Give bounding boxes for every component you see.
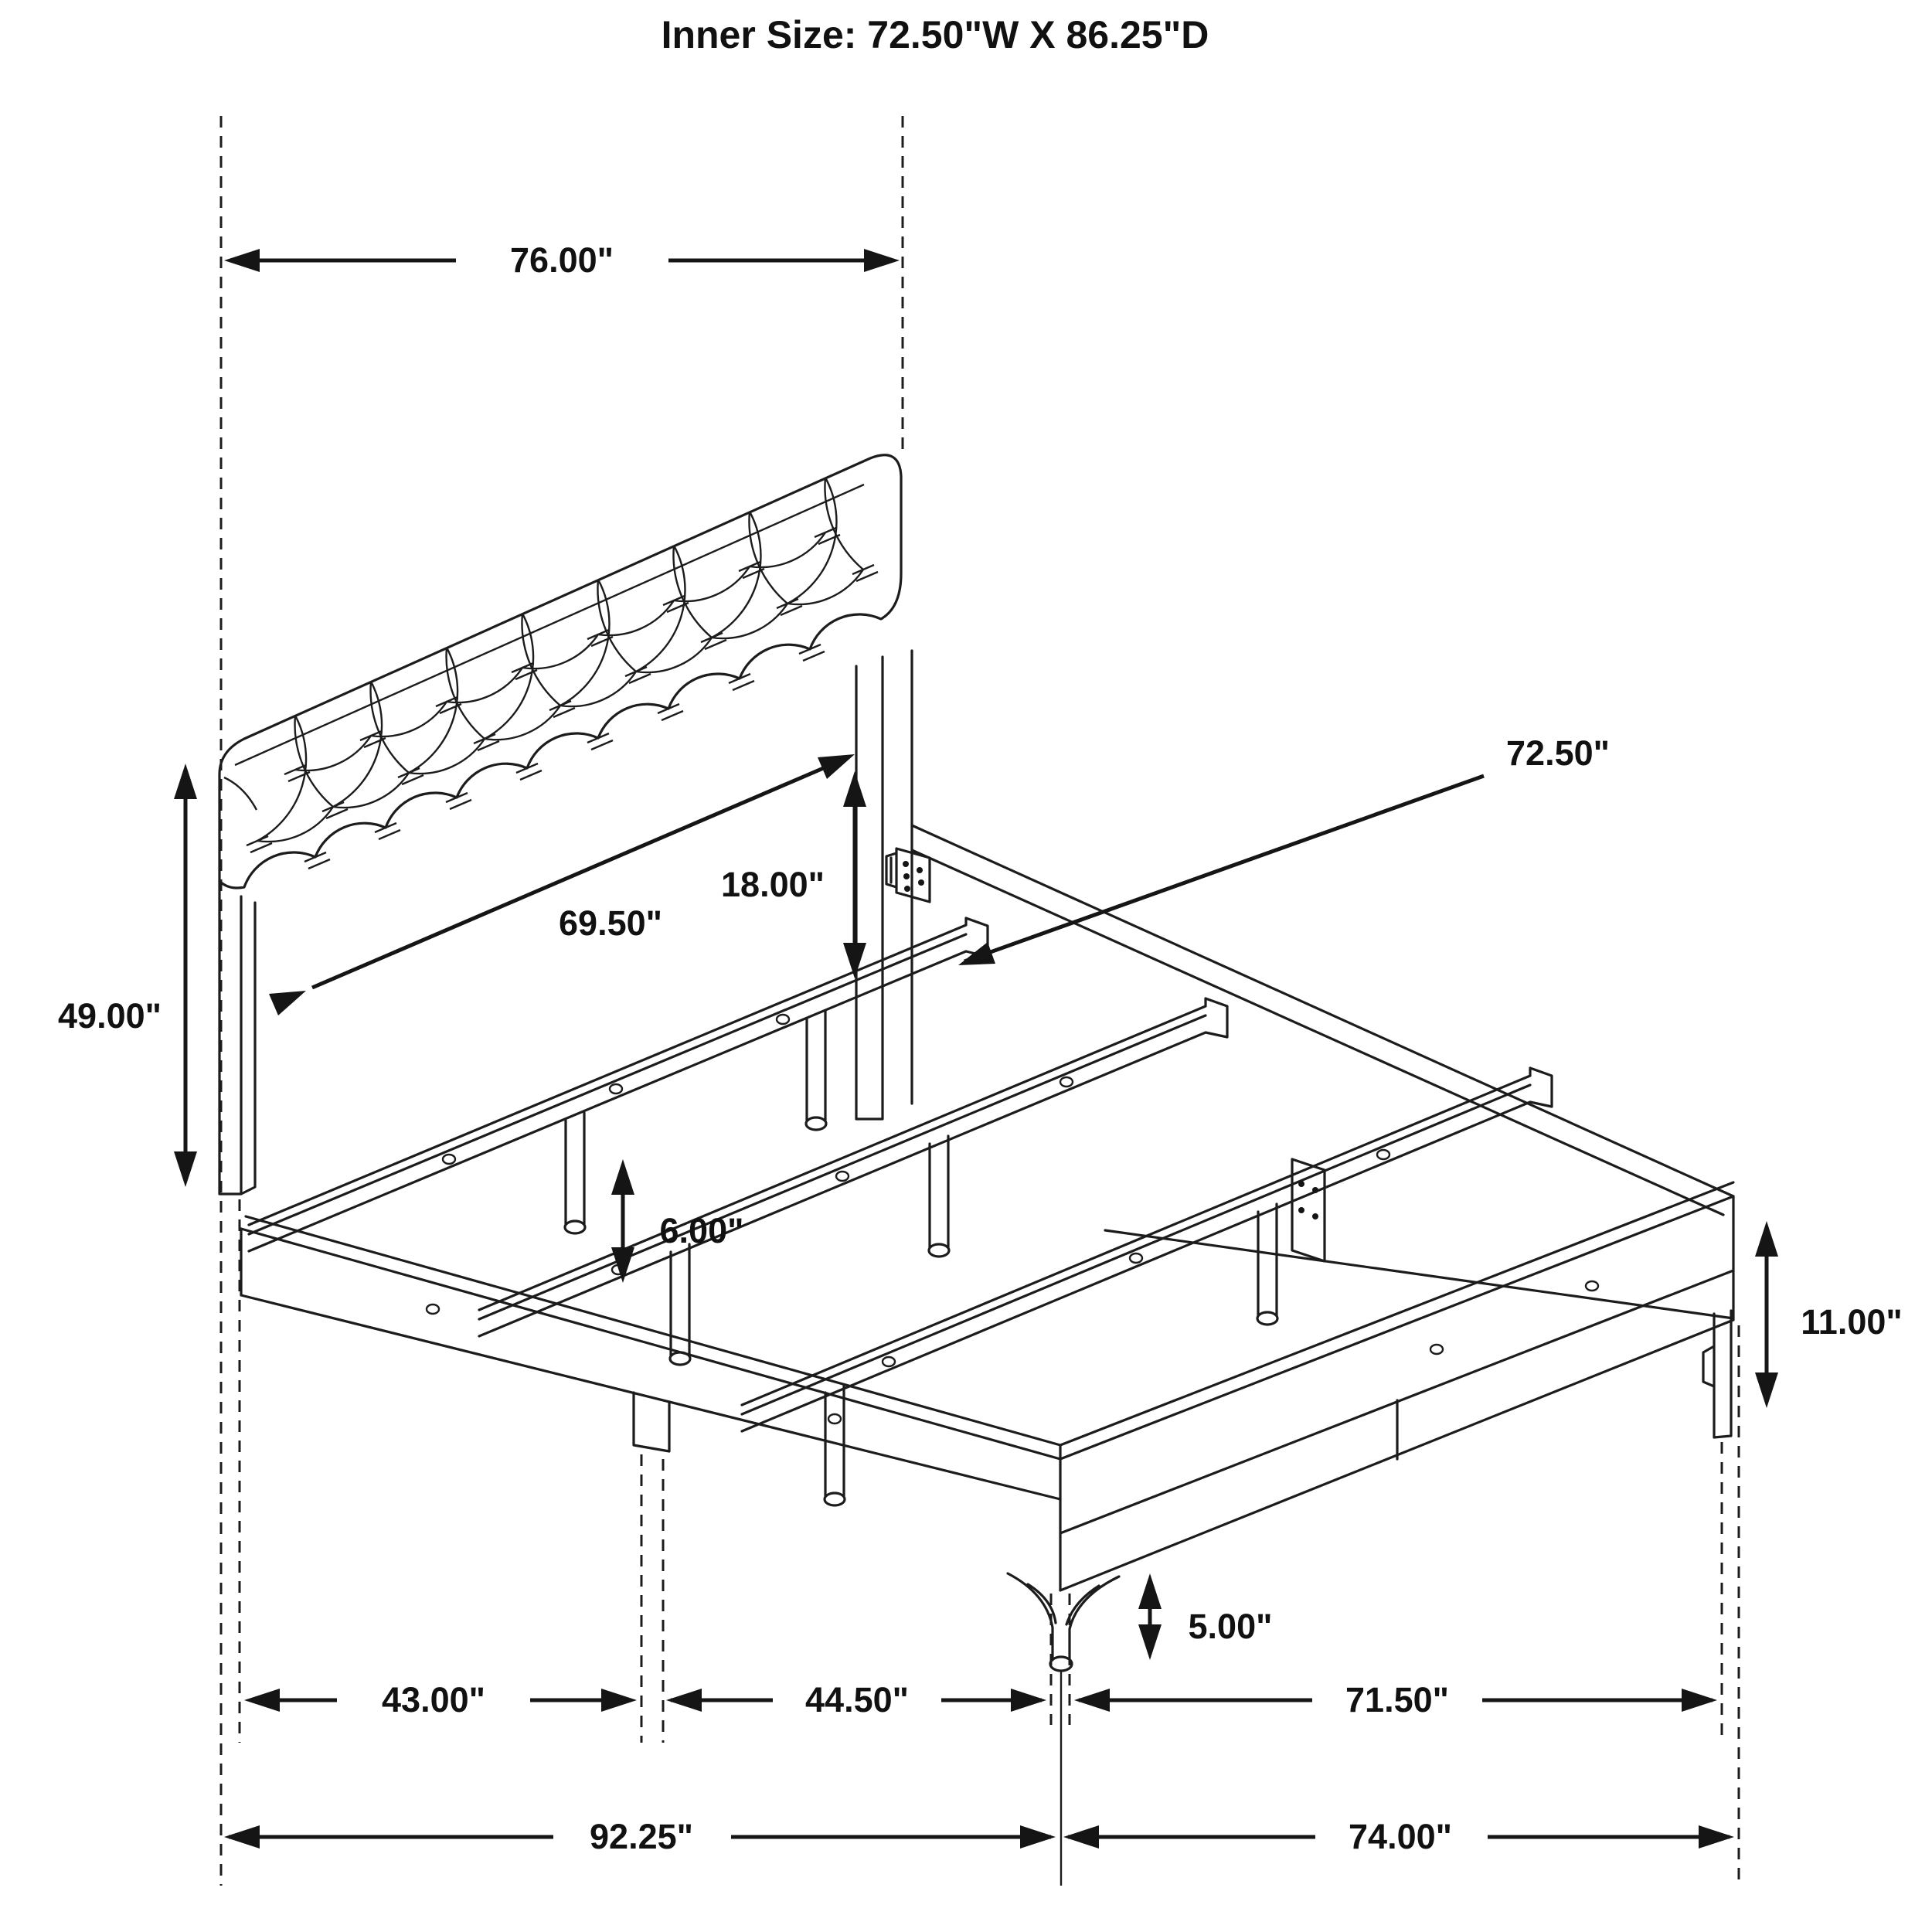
arrowhead-leader <box>958 942 995 965</box>
arrowhead-left <box>244 1689 280 1712</box>
reference-lines <box>221 116 1739 1886</box>
arrowhead-up <box>611 1159 634 1195</box>
screw-hole-foot-2 <box>1586 1281 1598 1291</box>
bracket-hole <box>917 867 923 873</box>
dimension-44-50-mid-to-front-leg <box>666 1680 1046 1719</box>
support-leg-6 <box>1258 1204 1277 1315</box>
dimension-49-headboard-height <box>58 764 197 1187</box>
support-leg-4 <box>930 1136 948 1247</box>
bracket-hole <box>903 873 910 879</box>
bracket-hole <box>1312 1213 1318 1219</box>
screw-hole-slat3-b <box>1130 1253 1142 1263</box>
dim-label-6: 6.00" <box>659 1211 744 1250</box>
dimension-71-50-front-to-corner <box>1074 1680 1717 1719</box>
front-metal-leg <box>1008 1573 1119 1660</box>
support-leg-2 <box>807 1011 825 1121</box>
bracket-hole <box>1312 1187 1318 1193</box>
screw-hole-left-rail-1 <box>427 1304 439 1314</box>
dimension-76-headboard-width <box>224 240 900 280</box>
slat-foot <box>742 1068 1552 1431</box>
support-leg-4-foot <box>929 1244 949 1257</box>
arrowhead-up <box>1755 1221 1778 1257</box>
headboard-corner-tuft <box>224 777 257 810</box>
arrowhead-up <box>1138 1573 1162 1609</box>
foot-face <box>1060 1182 1733 1590</box>
dimension-72-50-inner-width <box>958 733 1610 965</box>
screw-hole-left-rail-2 <box>828 1414 841 1423</box>
headboard-top-piping <box>235 485 864 765</box>
headboard-leg-right <box>856 651 912 1119</box>
support-leg-1 <box>566 1113 584 1224</box>
arrowhead-up <box>174 764 197 799</box>
bracket-hole <box>918 879 924 886</box>
bracket-side-rail <box>1292 1159 1325 1261</box>
diagram-title: Inner Size: 72.50"W X 86.25"D <box>661 13 1209 56</box>
headboard-panel-outline <box>219 455 901 888</box>
tuft-lattice-right <box>295 478 863 807</box>
dimension-5-front-leg <box>1138 1573 1272 1660</box>
dim-label-69-50: 69.50" <box>559 903 662 943</box>
leader-line <box>964 776 1484 961</box>
dimension-6-center-leg <box>611 1159 743 1283</box>
screw-hole-slat3-a <box>883 1357 895 1366</box>
bracket-hole <box>1298 1207 1304 1213</box>
dim-label-43: 43.00" <box>382 1680 485 1719</box>
arrowhead-right <box>864 249 900 272</box>
arrowhead-right <box>601 1689 637 1712</box>
tuft-button-pinches <box>247 528 878 869</box>
left-side-rail <box>241 1216 1060 1499</box>
dim-label-44-50: 44.50" <box>805 1680 909 1719</box>
dim-label-49: 49.00" <box>58 996 162 1036</box>
arrowhead-left <box>666 1689 702 1712</box>
dimension-11-frame-height <box>1755 1221 1903 1408</box>
arrowhead-left <box>224 249 260 272</box>
dim-label-74: 74.00" <box>1349 1817 1452 1856</box>
arrowhead-upper-right <box>818 754 855 779</box>
screw-hole-slat1-c <box>777 1015 789 1024</box>
arrowhead-left <box>1063 1825 1099 1849</box>
support-leg-5-foot <box>825 1493 845 1505</box>
arrowhead-right <box>1699 1825 1734 1849</box>
support-leg-2-foot <box>806 1117 826 1130</box>
screw-hole-slat2-c <box>1060 1077 1073 1087</box>
support-leg-3-foot <box>670 1352 690 1365</box>
dim-label-76: 76.00" <box>510 240 614 280</box>
slat-support-legs <box>565 1011 1277 1505</box>
dim-label-11: 11.00" <box>1801 1302 1903 1342</box>
arrowhead-left <box>1074 1689 1110 1712</box>
support-leg-6-foot <box>1257 1312 1277 1325</box>
arrowhead-down <box>1138 1624 1162 1660</box>
arrowhead-down <box>174 1151 197 1187</box>
arrowhead-lower-left <box>269 991 306 1015</box>
arrowhead-right <box>1020 1825 1056 1849</box>
bracket-hole <box>1298 1181 1304 1187</box>
arrowhead-down <box>1755 1372 1778 1408</box>
arrowhead-right <box>1682 1689 1717 1712</box>
dim-label-92-25: 92.25" <box>590 1817 693 1856</box>
arrowhead-left <box>224 1825 260 1849</box>
screw-hole-slat2-b <box>836 1172 849 1181</box>
screw-hole-slat1-b <box>610 1084 622 1094</box>
slat-middle <box>479 998 1227 1336</box>
dim-label-18: 18.00" <box>721 865 825 904</box>
bracket-hole <box>904 886 910 892</box>
screw-hole-slat3-c <box>1377 1150 1389 1159</box>
dimension-92-25-overall-depth <box>224 1817 1056 1856</box>
dimension-43-head-to-mid-leg <box>244 1680 637 1719</box>
arrowhead-down <box>843 943 866 978</box>
arrowhead-right <box>1011 1689 1046 1712</box>
bracket-hole <box>903 861 909 867</box>
dim-label-71-50: 71.50" <box>1345 1680 1449 1719</box>
support-leg-1-foot <box>565 1221 585 1233</box>
screw-hole-foot-1 <box>1430 1345 1443 1354</box>
dim-label-72-50: 72.50" <box>1506 733 1610 773</box>
headboard-leg-left <box>219 881 255 1194</box>
arrowhead-up <box>843 771 866 807</box>
screw-hole-slat1-a <box>443 1155 455 1164</box>
dimension-74-overall-width <box>1063 1817 1734 1856</box>
dim-label-5: 5.00" <box>1188 1607 1273 1646</box>
